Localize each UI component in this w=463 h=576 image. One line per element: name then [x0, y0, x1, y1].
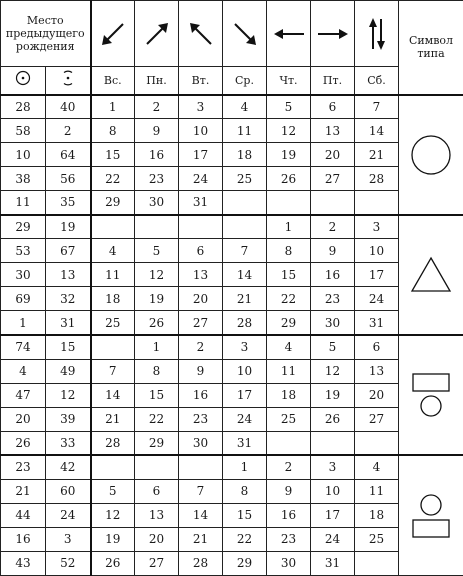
table-row: [1, 119, 463, 143]
day-cell: 6: [179, 239, 223, 263]
day-cell: [91, 455, 135, 479]
prev-birth-a-cell: 30: [1, 263, 46, 287]
day-cell: 3: [311, 455, 355, 479]
table-row: [1, 503, 463, 527]
day-cell: 7: [179, 479, 223, 503]
day-cell: 24: [355, 287, 399, 311]
prev-birth-a-cell: 20: [1, 407, 46, 431]
prev-birth-b-cell: 15: [46, 335, 91, 359]
circle-over-rect-icon: [399, 455, 463, 575]
prev-birth-b-cell: 35: [46, 191, 91, 215]
day-cell: 15: [223, 503, 267, 527]
prev-birth-a-cell: 10: [1, 143, 46, 167]
day-cell: 30: [179, 431, 223, 455]
symbol-header: Символ типа: [399, 1, 463, 95]
day-cell: [355, 431, 399, 455]
day-cell: 19: [311, 383, 355, 407]
day-cell: 6: [355, 335, 399, 359]
prev-birth-a-cell: 28: [1, 95, 46, 119]
calendar-body: [1, 95, 463, 576]
day-cell: 17: [223, 383, 267, 407]
day-cell: 12: [311, 359, 355, 383]
prev-birth-a-cell: 29: [1, 215, 46, 239]
prev-birth-a-cell: 58: [1, 119, 46, 143]
day-cell: [179, 215, 223, 239]
table-row: [1, 431, 463, 455]
prev-birth-a-cell: 23: [1, 455, 46, 479]
day-monday: Пн.: [135, 67, 179, 95]
prev-birth-b-cell: 33: [46, 431, 91, 455]
day-cell: 13: [135, 503, 179, 527]
day-cell: 25: [223, 167, 267, 191]
day-cell: 10: [311, 479, 355, 503]
day-saturday: Сб.: [355, 67, 399, 95]
day-cell: 1: [223, 455, 267, 479]
prev-birth-a-cell: 26: [1, 431, 46, 455]
day-cell: 26: [135, 311, 179, 335]
prev-birth-b-cell: 64: [46, 143, 91, 167]
table-row: [1, 383, 463, 407]
prev-birth-b-cell: 42: [46, 455, 91, 479]
day-cell: 3: [179, 95, 223, 119]
day-cell: 21: [355, 143, 399, 167]
table-row: [1, 167, 463, 191]
day-cell: 30: [135, 191, 179, 215]
day-cell: 19: [91, 527, 135, 551]
day-sunday: Вс.: [91, 67, 135, 95]
prev-birth-b-cell: 31: [46, 311, 91, 335]
day-cell: 22: [267, 287, 311, 311]
rect-over-circle-icon: [399, 335, 463, 455]
day-cell: 31: [311, 551, 355, 575]
day-cell: 17: [311, 503, 355, 527]
day-cell: 30: [311, 311, 355, 335]
table-row: [1, 311, 463, 335]
day-tuesday: Вт.: [179, 67, 223, 95]
prev-birth-b-cell: 49: [46, 359, 91, 383]
day-cell: 31: [179, 191, 223, 215]
day-cell: 18: [355, 503, 399, 527]
day-cell: 2: [135, 95, 179, 119]
prev-birth-a-cell: 43: [1, 551, 46, 575]
day-cell: 9: [311, 239, 355, 263]
day-cell: 3: [355, 215, 399, 239]
day-cell: 2: [311, 215, 355, 239]
day-cell: 27: [179, 311, 223, 335]
day-cell: 29: [223, 551, 267, 575]
prev-birth-b-cell: 24: [46, 503, 91, 527]
day-cell: 2: [179, 335, 223, 359]
day-cell: 16: [311, 263, 355, 287]
day-cell: [311, 191, 355, 215]
day-wednesday: Ср.: [223, 67, 267, 95]
table-row: [1, 527, 463, 551]
day-cell: 15: [135, 383, 179, 407]
prev-birth-b-cell: 39: [46, 407, 91, 431]
day-cell: 5: [91, 479, 135, 503]
table-row: [1, 95, 463, 119]
day-cell: 11: [355, 479, 399, 503]
day-cell: 31: [223, 431, 267, 455]
arrow-right-icon: [311, 1, 355, 67]
day-cell: 21: [179, 527, 223, 551]
day-cell: 22: [223, 527, 267, 551]
prev-birth-b-cell: 67: [46, 239, 91, 263]
day-cell: 5: [267, 95, 311, 119]
table-row: [1, 407, 463, 431]
day-cell: 20: [179, 287, 223, 311]
day-cell: 19: [267, 143, 311, 167]
day-cell: 8: [91, 119, 135, 143]
day-cell: 26: [311, 407, 355, 431]
circle-dot-icon: [1, 67, 46, 95]
triangle-icon: [399, 215, 463, 335]
day-cell: 7: [91, 359, 135, 383]
day-cell: 28: [223, 311, 267, 335]
day-cell: 13: [179, 263, 223, 287]
arrow-left-icon: [267, 1, 311, 67]
table-row: [1, 287, 463, 311]
day-cell: 9: [179, 359, 223, 383]
prev-birth-b-cell: 2: [46, 119, 91, 143]
prev-birth-a-cell: 38: [1, 167, 46, 191]
day-cell: 21: [91, 407, 135, 431]
day-thursday: Чт.: [267, 67, 311, 95]
arrows-up-down-icon: [355, 1, 399, 67]
prev-birth-a-cell: 4: [1, 359, 46, 383]
prev-birth-b-cell: 40: [46, 95, 91, 119]
day-cell: 1: [91, 95, 135, 119]
arrow-ne-icon: [135, 1, 179, 67]
day-cell: 20: [135, 527, 179, 551]
day-cell: 25: [355, 527, 399, 551]
prev-birth-b-cell: 19: [46, 215, 91, 239]
day-cell: [311, 431, 355, 455]
day-cell: 3: [223, 335, 267, 359]
day-cell: 16: [135, 143, 179, 167]
prev-birth-b-cell: 60: [46, 479, 91, 503]
day-cell: 11: [267, 359, 311, 383]
prev-birth-a-cell: 11: [1, 191, 46, 215]
prev-birth-b-cell: 32: [46, 287, 91, 311]
day-cell: [91, 215, 135, 239]
prev-birth-a-cell: 47: [1, 383, 46, 407]
day-cell: 10: [355, 239, 399, 263]
table-row: [1, 215, 463, 239]
day-cell: 8: [135, 359, 179, 383]
day-cell: 27: [135, 551, 179, 575]
day-cell: 14: [355, 119, 399, 143]
day-cell: 24: [311, 527, 355, 551]
day-cell: 8: [223, 479, 267, 503]
day-cell: 4: [267, 335, 311, 359]
day-cell: 14: [179, 503, 223, 527]
prev-birth-b-cell: 13: [46, 263, 91, 287]
day-cell: 30: [267, 551, 311, 575]
day-cell: 22: [91, 167, 135, 191]
day-cell: [91, 335, 135, 359]
day-cell: 29: [91, 191, 135, 215]
prev-birth-a-cell: 74: [1, 335, 46, 359]
arc-dot-icon: [46, 67, 91, 95]
day-cell: 27: [311, 167, 355, 191]
day-cell: 29: [267, 311, 311, 335]
day-cell: [267, 191, 311, 215]
table-row: [1, 239, 463, 263]
day-cell: 28: [355, 167, 399, 191]
day-cell: 18: [91, 287, 135, 311]
day-cell: 7: [223, 239, 267, 263]
table-row: [1, 191, 463, 215]
day-cell: 9: [135, 119, 179, 143]
prev-birth-b-cell: 12: [46, 383, 91, 407]
day-cell: 29: [135, 431, 179, 455]
day-cell: 27: [355, 407, 399, 431]
day-cell: [223, 191, 267, 215]
arrow-se-icon: [223, 1, 267, 67]
day-cell: 12: [135, 263, 179, 287]
day-cell: 13: [311, 119, 355, 143]
day-cell: 23: [267, 527, 311, 551]
day-cell: 16: [179, 383, 223, 407]
day-cell: 10: [179, 119, 223, 143]
day-cell: 24: [179, 167, 223, 191]
prev-birth-b-cell: 52: [46, 551, 91, 575]
day-cell: [135, 215, 179, 239]
day-cell: 13: [355, 359, 399, 383]
day-cell: 20: [355, 383, 399, 407]
day-cell: 17: [355, 263, 399, 287]
day-cell: [355, 191, 399, 215]
day-cell: [355, 551, 399, 575]
day-cell: 24: [223, 407, 267, 431]
day-cell: 22: [135, 407, 179, 431]
day-cell: 20: [311, 143, 355, 167]
table-row: [1, 335, 463, 359]
table-row: [1, 143, 463, 167]
day-cell: 2: [267, 455, 311, 479]
day-cell: [267, 431, 311, 455]
day-cell: [223, 215, 267, 239]
day-cell: 4: [91, 239, 135, 263]
day-cell: 11: [223, 119, 267, 143]
day-cell: 9: [267, 479, 311, 503]
day-cell: 26: [267, 167, 311, 191]
day-cell: 23: [179, 407, 223, 431]
day-cell: 18: [223, 143, 267, 167]
prev-birth-a-cell: 21: [1, 479, 46, 503]
table-row: [1, 551, 463, 575]
day-cell: 14: [91, 383, 135, 407]
table-row: [1, 455, 463, 479]
day-cell: 12: [267, 119, 311, 143]
arrow-sw-icon: [91, 1, 135, 67]
day-cell: 26: [91, 551, 135, 575]
table-row: [1, 263, 463, 287]
day-cell: 18: [267, 383, 311, 407]
day-cell: 14: [223, 263, 267, 287]
day-cell: 25: [91, 311, 135, 335]
day-cell: 1: [135, 335, 179, 359]
day-cell: [179, 455, 223, 479]
prev-birth-b-cell: 3: [46, 527, 91, 551]
day-cell: 7: [355, 95, 399, 119]
day-cell: [135, 455, 179, 479]
prev-birth-a-cell: 44: [1, 503, 46, 527]
day-cell: 28: [179, 551, 223, 575]
circle-icon: [399, 95, 463, 215]
day-cell: 8: [267, 239, 311, 263]
day-cell: 5: [135, 239, 179, 263]
day-cell: 23: [135, 167, 179, 191]
day-cell: 31: [355, 311, 399, 335]
table-row: [1, 479, 463, 503]
day-cell: 10: [223, 359, 267, 383]
table-row: [1, 359, 463, 383]
prev-birth-a-cell: 53: [1, 239, 46, 263]
prev-birth-a-cell: 69: [1, 287, 46, 311]
day-cell: 12: [91, 503, 135, 527]
prev-birth-a-cell: 16: [1, 527, 46, 551]
day-cell: 25: [267, 407, 311, 431]
day-cell: 4: [223, 95, 267, 119]
day-cell: 6: [311, 95, 355, 119]
day-cell: 21: [223, 287, 267, 311]
day-cell: 4: [355, 455, 399, 479]
day-cell: 5: [311, 335, 355, 359]
prev-birth-header: Место предыдущего рождения: [1, 1, 91, 67]
day-cell: 16: [267, 503, 311, 527]
day-cell: 15: [91, 143, 135, 167]
day-cell: 17: [179, 143, 223, 167]
day-cell: 19: [135, 287, 179, 311]
day-cell: 1: [267, 215, 311, 239]
day-cell: 11: [91, 263, 135, 287]
arrow-nw-icon: [179, 1, 223, 67]
day-cell: 28: [91, 431, 135, 455]
prev-birth-b-cell: 56: [46, 167, 91, 191]
day-cell: 23: [311, 287, 355, 311]
prev-birth-a-cell: 1: [1, 311, 46, 335]
day-cell: 15: [267, 263, 311, 287]
day-cell: 6: [135, 479, 179, 503]
day-friday: Пт.: [311, 67, 355, 95]
